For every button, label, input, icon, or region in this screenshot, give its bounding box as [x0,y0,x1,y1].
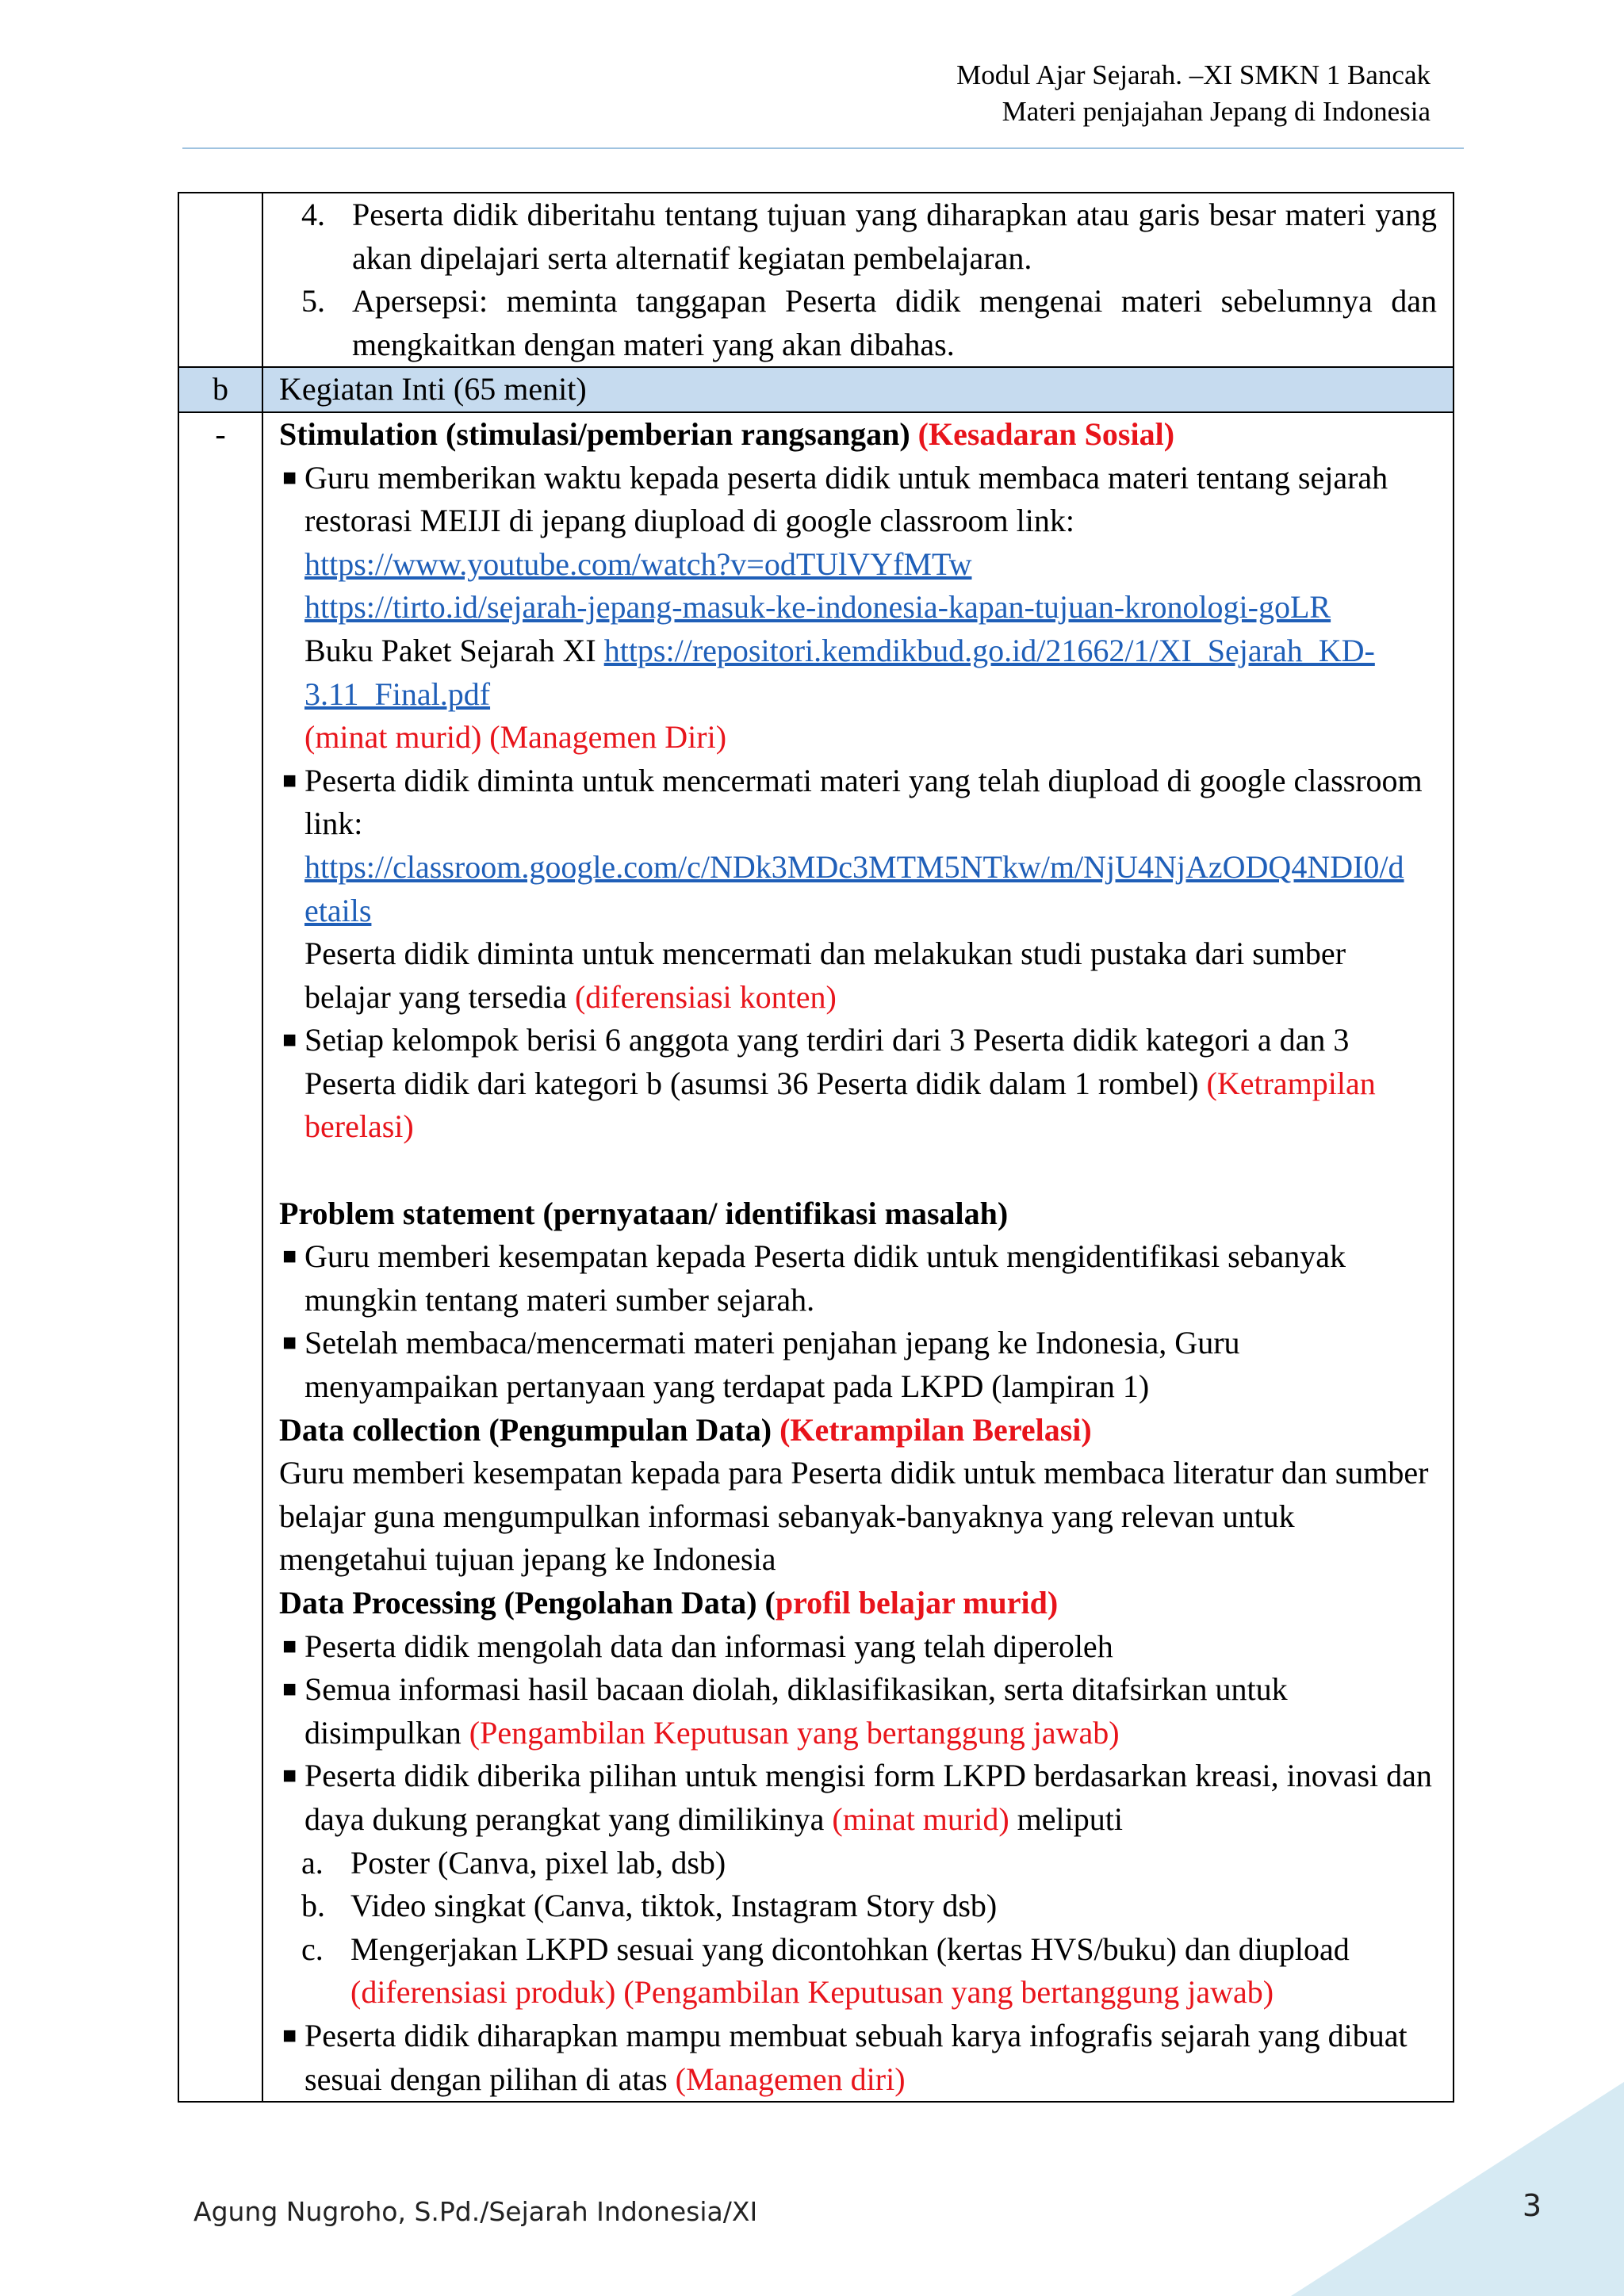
bullet-tag: (Pengambilan Keputusan yang bertanggung jawab) [469,1714,1120,1751]
repository-link-part2: 3.11_Final.pdf [304,675,491,712]
list-text: Peserta didik diberitahu tentang tujuan yang diharapkan atau garis besar materi yang akan dipelajari serta alternatif kegiatan pembelajaran. [352,197,1437,276]
bullet-square-icon: ■ [282,1027,297,1054]
list-item [279,193,1437,280]
sub-list-text: Mengerjakan LKPD sesuai yang dicontohkan (kertas HVS/buku) dan diupload [350,1931,1350,1967]
table-row [178,193,1454,367]
header-divider [182,147,1464,149]
bullet-text: Setiap kelompok berisi 6 anggota yang terdiri dari 3 Peserta didik kategori a dan 3 Peserta didik dari kategori b (asumsi 36 Peserta didik dalam 1 rombel) [304,1022,1350,1101]
sub-list-text: Poster (Canva, pixel lab, dsb) [350,1844,726,1881]
list-item [279,1019,1437,1149]
bullet-text: Guru memberikan waktu kepada peserta didik untuk membaca materi tentang sejarah restorasi MEIJI di jepang diupload di google classroom link: [304,459,1388,539]
table-row-highlighted [178,367,1454,412]
data-collection-tag: (Ketrampilan Berelasi) [779,1411,1092,1448]
data-processing-tag: profil belajar murid) [775,1585,1059,1621]
list-number: 4. [301,197,325,232]
sub-list-letter: b. [301,1888,325,1924]
bullet-square-icon: ■ [282,767,297,794]
stimulation-heading [279,413,1437,457]
bullet-tag: (Managemen diri) [675,2061,906,2097]
list-number: 5. [301,283,325,320]
list-item [279,1668,1437,1755]
bullet-square-icon: ■ [282,1762,297,1789]
bullet-text: Peserta didik diharapkan mampu membuat sebuah karya infografis sejarah yang dibuat sesuai dengan pilihan di atas [304,2017,1408,2097]
bullet-tag: (minat murid) [832,1800,1009,1837]
page-number: 3 [1522,2188,1542,2223]
list-text: Apersepsi: meminta tanggapan Peserta didik mengenai materi sebelumnya dan mengkaitkan dengan materi yang akan dibahas. [352,283,1437,362]
bullet-text: Setelah membaca/mencermati materi penjahan jepang ke Indonesia, Guru menyampaikan pertanyaan yang terdapat pada LKPD (lampiran 1) [304,1325,1240,1405]
tirto-link[interactable]: https://tirto.id/sejarah-jepang-masuk-ke-indonesia-kapan-tujuan-kronologi-goLR [304,589,1331,626]
corner-triangle [1291,2082,1624,2296]
list-item [279,1755,1437,1841]
repository-link-part1: https://repositori.kemdikbud.go.id/21662/1/XI_Sejarah_KD- [603,632,1375,668]
header-line-1: Modul Ajar Sejarah. –XI SMKN 1 Bancak [956,59,1431,90]
bullet-text: Guru memberi kesempatan kepada Peserta didik untuk mengidentifikasi sebanyak mungkin tentang materi sumber sejarah. [304,1238,1346,1318]
bullet-tag: (diferensiasi konten) [574,978,837,1015]
section-title-cell: Kegiatan Inti (65 menit) [262,367,1454,412]
opening-steps-cell [262,193,1454,367]
row-number-cell [178,193,262,367]
sub-list-item [279,1885,1437,1928]
bullet-square-icon: ■ [282,2022,297,2049]
list-item [279,1235,1437,1322]
table-row [178,412,1454,2102]
list-item [279,2015,1437,2101]
bullet-square-icon: ■ [282,464,297,491]
bullet-tag: (minat murid) (Managemen Diri) [304,719,727,756]
bullet-text: Peserta didik mengolah data dan informasi yang telah diperoleh [304,1628,1113,1664]
row-label-cell: b [178,367,262,412]
list-item [279,457,1437,760]
list-item [279,280,1437,366]
sub-list-text: Video singkat (Canva, tiktok, Instagram Story dsb) [350,1888,998,1924]
bullet-tag: (Ketrampilan berelasi) [304,1065,1376,1145]
data-collection-title: Data collection (Pengumpulan Data) [279,1411,780,1448]
bullet-text: Peserta didik diminta untuk mencermati materi yang telah diupload di google classroom link: [304,762,1423,842]
sub-list-letter: a. [301,1844,324,1881]
problem-statement-heading: Problem statement (pernyataan/ identifikasi masalah) [279,1195,1009,1231]
footer-author: Agung Nugroho, S.Pd./Sejarah Indonesia/XI [193,2196,758,2227]
classroom-link[interactable] [304,849,1404,928]
page-header [956,57,1431,130]
core-activities-cell [262,412,1454,2102]
sub-list-letter: c. [301,1931,324,1967]
spacer [279,1149,1437,1192]
data-collection-text: Guru memberi kesempatan kepada para Peserta didik untuk membaca literatur dan sumber belajar guna mengumpulkan informasi sebanyak-banyaknya yang relevan untuk mengetahui tujuan jepang ke Indonesia [279,1455,1429,1578]
classroom-link-part1: https://classroom.google.com/c/NDk3MDc3MTM5NTkw/m/NjU4NjAzODQ4NDI0/d [304,848,1404,885]
lesson-table [178,192,1454,2103]
list-item [279,760,1437,1020]
corner-decoration [1291,2082,1624,2296]
bullet-square-icon: ■ [282,1243,297,1270]
stimulation-title: Stimulation (stimulasi/pemberian rangsangan) [279,415,918,452]
sub-list-item [279,1928,1437,2015]
header-line-2: Materi penjajahan Jepang di Indonesia [1002,96,1431,127]
sub-list-item [279,1842,1437,1885]
youtube-link[interactable]: https://www.youtube.com/watch?v=odTUlVYfMTw [304,545,972,582]
book-label: Buku Paket Sejarah XI [304,632,604,668]
data-collection-heading [279,1409,1437,1452]
bullet-square-icon: ■ [282,1676,297,1703]
stimulation-tag: (Kesadaran Sosial) [917,415,1175,452]
list-item [279,1625,1437,1669]
data-processing-heading [279,1582,1437,1625]
classroom-link-part2: etails [304,892,372,928]
list-item [279,1322,1437,1408]
bullet-square-icon: ■ [282,1330,297,1357]
bullet-text: Semua informasi hasil bacaan diolah, diklasifikasikan, serta ditafsirkan untuk disimpulkan [304,1671,1288,1751]
row-label-cell: - [178,412,262,2102]
data-processing-title: Data Processing (Pengolahan Data) ( [279,1585,776,1621]
sub-list-tag: (diferensiasi produk) (Pengambilan Keputusan yang bertanggung jawab) [350,1974,1274,2011]
bullet-text: Peserta didik diberika pilihan untuk mengisi form LKPD berdasarkan kreasi, inovasi dan daya dukung perangkat yang dimilikinya [304,1758,1432,1837]
bullet-square-icon: ■ [282,1632,297,1659]
bullet-text: Peserta didik diminta untuk mencermati dan melakukan studi pustaka dari sumber belajar yang tersedia [304,936,1346,1015]
bullet-text-suffix: meliputi [1009,1800,1123,1837]
